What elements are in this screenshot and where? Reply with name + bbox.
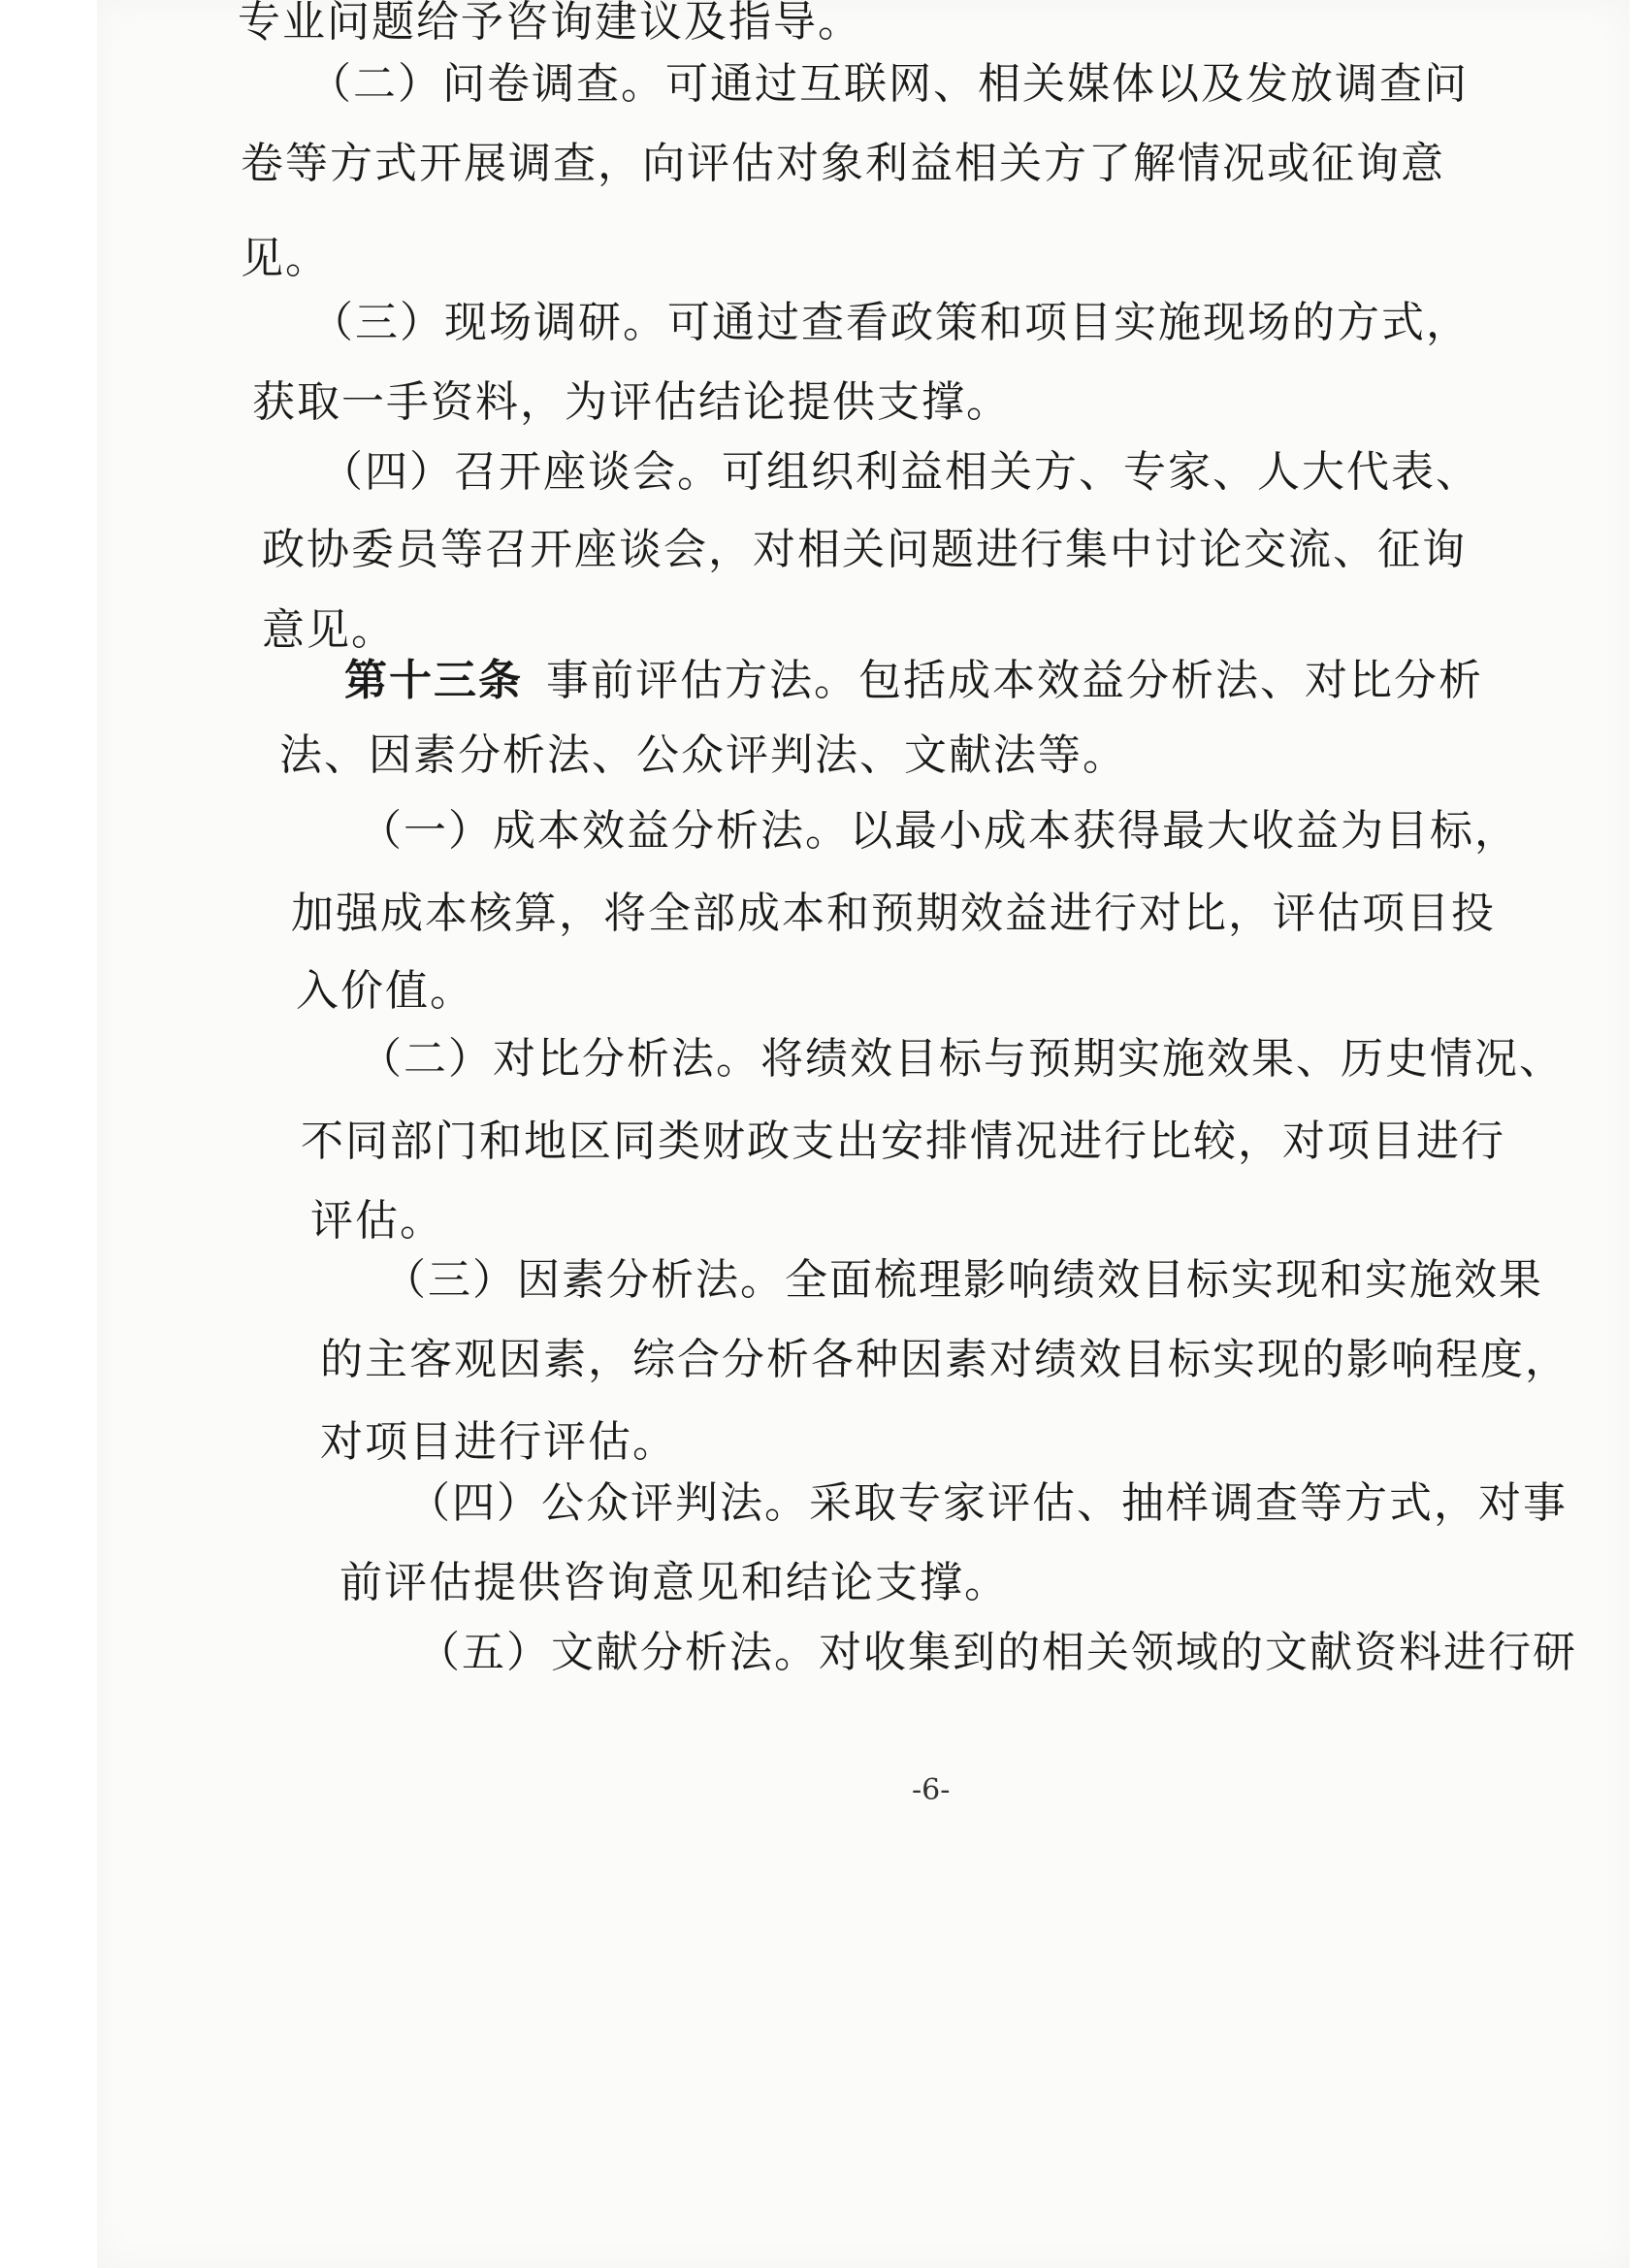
text-line: 入价值。 (296, 966, 474, 1016)
article-13-line (344, 645, 1483, 707)
text-line: 卷等方式开展调查，向评估对象利益相关方了解情况或征询意 (241, 139, 1445, 188)
article-text: 事前评估方法。包括成本效益分析法、对比分析 (546, 656, 1483, 705)
text-line: 对项目进行评估。 (320, 1417, 677, 1467)
page-number: -6- (912, 1773, 951, 1807)
text-line: （三）现场调研。可通过查看政策和项目实施现场的方式， (310, 298, 1471, 347)
text-line: 加强成本核算，将全部成本和预期效益进行对比，评估项目投 (291, 889, 1496, 938)
text-line: 法、因素分析法、公众评判法、文献法等。 (279, 730, 1127, 780)
text-line: 评估。 (310, 1196, 444, 1246)
text-line: （五）文献分析法。对收集到的相关领域的文献资料进行研 (417, 1628, 1577, 1677)
text-line: （二）问卷调查。可通过互联网、相关媒体以及发放调查问 (308, 59, 1469, 109)
text-line: 意见。 (262, 605, 396, 655)
text-line: 见。 (241, 234, 330, 283)
text-line: （四）召开座谈会。可组织利益相关方、专家、人大代表、 (320, 447, 1480, 497)
text-line: （二）对比分析法。将绩效目标与预期实施效果、历史情况、 (359, 1034, 1564, 1084)
text-line: 的主客观因素，综合分析各种因素对绩效目标实现的影响程度， (320, 1335, 1569, 1384)
text-line: 政协委员等召开座谈会，对相关问题进行集中讨论交流、征询 (262, 525, 1467, 574)
text-line: 专业问题给予咨询建议及指导。 (238, 0, 862, 47)
text-line: （四）公众评判法。采取专家评估、抽样调查等方式，对事 (407, 1478, 1568, 1528)
text-line: 获取一手资料，为评估结论提供支撑。 (252, 377, 1011, 427)
text-line: 不同部门和地区同类财政支出安排情况进行比较，对项目进行 (301, 1117, 1505, 1166)
text-line: （一）成本效益分析法。以最小成本获得最大收益为目标， (359, 806, 1519, 856)
article-label: 第十三条 (344, 656, 523, 705)
text-line: 前评估提供咨询意见和结论支撑。 (340, 1558, 1009, 1607)
text-line: （三）因素分析法。全面梳理影响绩效目标实现和实施效果 (383, 1255, 1543, 1305)
